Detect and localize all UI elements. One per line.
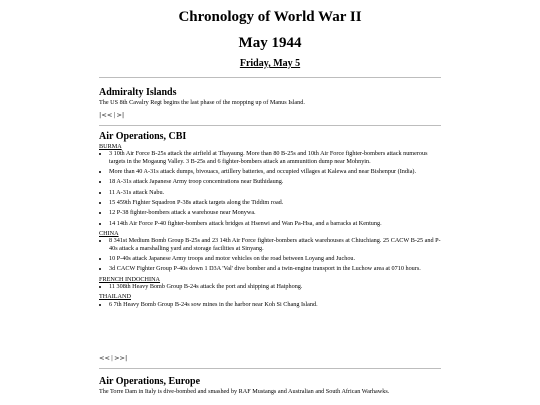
list-item: • 14 14th Air Force P-40 fighter-bombers attack bridges at Hsenwi and Wan Pa-Hsa, and a barracks at Kentung. — [109, 220, 441, 227]
section-title: Air Operations, Europe — [99, 376, 201, 387]
list-item: • More than 40 A-31s attack dumps, bivouacs, artillery batteries, and occupied villages at Kalewa and near Bishenpur (India). — [109, 168, 441, 175]
list-item: • 10 P-40s attack Japanese Army troops and motor vehicles on the road between Loyang and Juchou. — [109, 255, 441, 262]
divider — [99, 77, 441, 78]
subheading-burma: BURMA — [99, 143, 122, 150]
nav-separator: | — [113, 111, 116, 119]
nav-bar — [99, 355, 441, 362]
list-item: • 8 341st Medium Bomb Group B-25s and 23 14th Air Force fighter-bombers attack warehouses at Chiuchiang. 25 CACW B-25 and P-40s attack a marshalling yard and storage facilities at Sinyang. — [109, 237, 441, 252]
page-month: May 1944 — [238, 35, 302, 51]
first-section-button[interactable]: |<< — [99, 111, 113, 119]
nav-bar — [99, 112, 441, 119]
section-title: Admiralty Islands — [99, 87, 177, 98]
section-cbi — [99, 131, 441, 311]
previous-section-button[interactable]: << — [99, 354, 110, 362]
section-admiralty — [99, 87, 441, 106]
list-burma — [99, 150, 441, 227]
page-title: Chronology of World War II — [178, 9, 362, 25]
list-item: • 3d CACW Fighter Group P-40s down 1 D3A 'Val' dive bomber and a twin-engine transport in the Luchow area at 0710 hours. — [109, 265, 441, 272]
subheading-indochina: FRENCH INDOCHINA — [99, 275, 161, 283]
list-indochina — [99, 283, 441, 290]
list-item: • 3 10th Air Force B-25s attack the airfield at Thayaung. More than 80 B-25s and 10th Air Force fighter-bombers attack numerous targets in the Mogaung Valley. 3 B-25s and 6 fighter-bombers attack an ammunition dump near Mohnyin. — [109, 150, 441, 165]
list-item: • 6 7th Heavy Bomb Group B-24s sow mines in the harbor near Koh Si Chang Island. — [109, 301, 441, 308]
next-section-button[interactable]: >| — [116, 111, 125, 119]
divider — [99, 125, 441, 126]
section-europe — [99, 376, 441, 395]
subheading-china: CHINA — [99, 229, 119, 237]
nav-separator: | — [110, 354, 114, 362]
date-heading[interactable]: Friday, May 5 — [239, 58, 301, 69]
list-item: • 15 459th Fighter Squadron P-38s attack targets along the Tiddim road. — [109, 199, 441, 206]
list-thailand — [99, 301, 441, 308]
section-title: Air Operations, CBI — [99, 131, 187, 142]
last-section-button[interactable]: >>| — [114, 354, 128, 362]
divider — [99, 368, 441, 369]
list-item: • 11 A-31s attack Nabu. — [109, 189, 441, 196]
list-item: • 11 308th Heavy Bomb Group B-24s attack the port and shipping at Haiphong. — [109, 283, 441, 290]
subheading-thailand: THAILAND — [99, 293, 131, 301]
section-text: The US 8th Cavalry Regt begins the last phase of the mopping up of Manus Island. — [99, 99, 305, 106]
section-text: The Torre Dam in Italy is dive-bombed and smashed by RAF Mustangs and Australian and South African Warhawks. — [99, 388, 390, 395]
list-china — [99, 237, 441, 272]
list-item: • 12 P-38 fighter-bombers attack a warehouse near Monywa. — [109, 209, 441, 216]
list-item: • 18 A-31s attack Japanese Army troop concentrations near Buthidaung. — [109, 178, 441, 185]
